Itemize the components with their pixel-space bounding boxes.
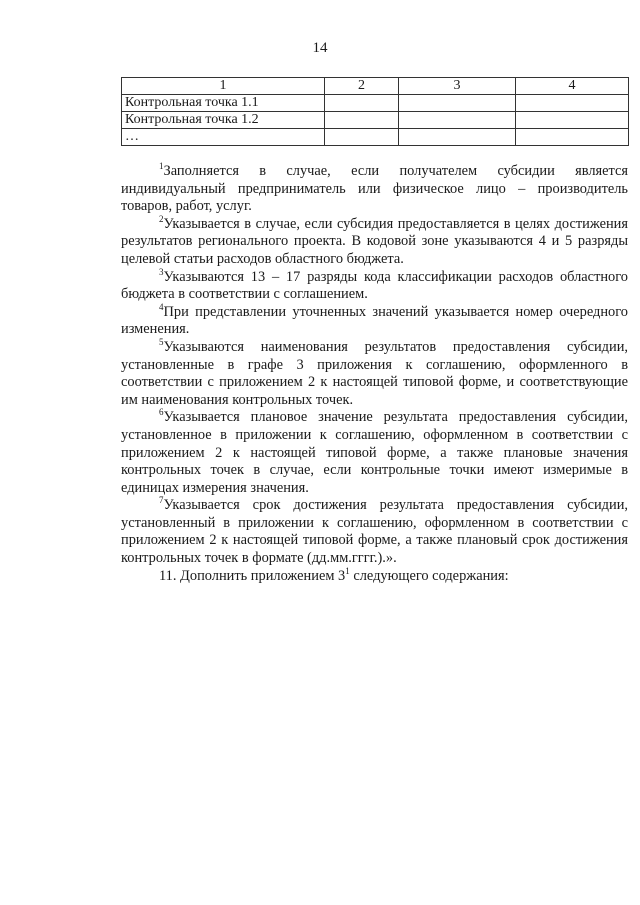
table-cell [516, 95, 629, 112]
control-points-table [121, 77, 629, 146]
table-row [122, 129, 629, 146]
column-header-3: 3 [399, 78, 516, 95]
column-header-4: 4 [516, 78, 629, 95]
closing-sup: 1 [345, 565, 350, 576]
footnote-text: Заполняется в случае, если получателем субсидии является индивидуальный предприниматель или физическое лицо – производитель товаров, работ, услуг. [121, 163, 628, 215]
footnote-4 [121, 301, 628, 339]
footnotes-block [121, 163, 628, 585]
footnote-1 [121, 163, 628, 216]
closing-text-end: следующего содержания: [349, 567, 509, 584]
table-cell [399, 129, 516, 146]
page-number: 14 [312, 40, 328, 56]
footnote-7 [121, 497, 628, 567]
table-cell [325, 95, 399, 112]
footnote-text: При представлении уточненных значений указывается номер очередного изменения. [121, 303, 628, 338]
footnote-2 [121, 213, 628, 269]
table-row [122, 95, 629, 112]
footnote-mark: 5 [159, 336, 164, 347]
table-cell [399, 95, 516, 112]
footnote-3 [121, 266, 628, 304]
footnote-mark: 4 [159, 301, 164, 312]
table-cell [516, 112, 629, 129]
table-cell [516, 129, 629, 146]
footnote-6 [121, 409, 628, 497]
column-header-2: 2 [325, 78, 399, 95]
closing-text: 11. Дополнить приложением 3 [159, 567, 346, 584]
table-cell [325, 129, 399, 146]
footnote-mark: 1 [159, 161, 164, 171]
footnote-text: Указывается плановое значение результата предоставления субсидии, установленное в приложении к соглашению, оформленном в соответствии с приложением 2 к настоящей типовой форме, а также плановые значения контрольных точек в случае, если контрольные точки имеют измеримые в единицах измерения значения. [121, 409, 628, 496]
table-row [122, 112, 629, 129]
table-cell [325, 112, 399, 129]
footnote-mark: 2 [159, 213, 164, 224]
footnote-mark: 7 [159, 495, 164, 506]
footnote-text: Указывается срок достижения результата предоставления субсидии, установленный в приложении к соглашению, оформленном в соответствии с приложением 2 к настоящей типовой форме, а также плановый срок достижения контрольных точек в формате (дд.мм.гггг.).». [121, 497, 628, 567]
table-cell: Контрольная точка 1.1 [122, 95, 325, 112]
footnote-5 [121, 336, 628, 409]
footnote-mark: 6 [159, 407, 164, 418]
table-header-row [122, 78, 629, 95]
table-cell [399, 112, 516, 129]
footnote-text: Указываются 13 – 17 разряды кода классификации расходов областного бюджета в соответствии с соглашением. [121, 268, 628, 303]
table-cell: … [122, 129, 325, 146]
footnote-mark: 3 [159, 266, 164, 277]
closing-paragraph [121, 565, 628, 586]
table-cell: Контрольная точка 1.2 [122, 112, 325, 129]
footnote-text: Указываются наименования результатов предоставления субсидии, установленные в графе 3 приложения к соглашению, оформленного в соответствии с приложением 2 к настоящей типовой форме, и соответствующие им наименования контрольных точек. [121, 338, 628, 408]
footnote-text: Указывается в случае, если субсидия предоставляется в целях достижения результатов регионального проекта. В кодовой зоне указываются 4 и 5 разряды целевой статьи расходов областного бюджета. [121, 215, 628, 267]
column-header-1: 1 [122, 78, 325, 95]
